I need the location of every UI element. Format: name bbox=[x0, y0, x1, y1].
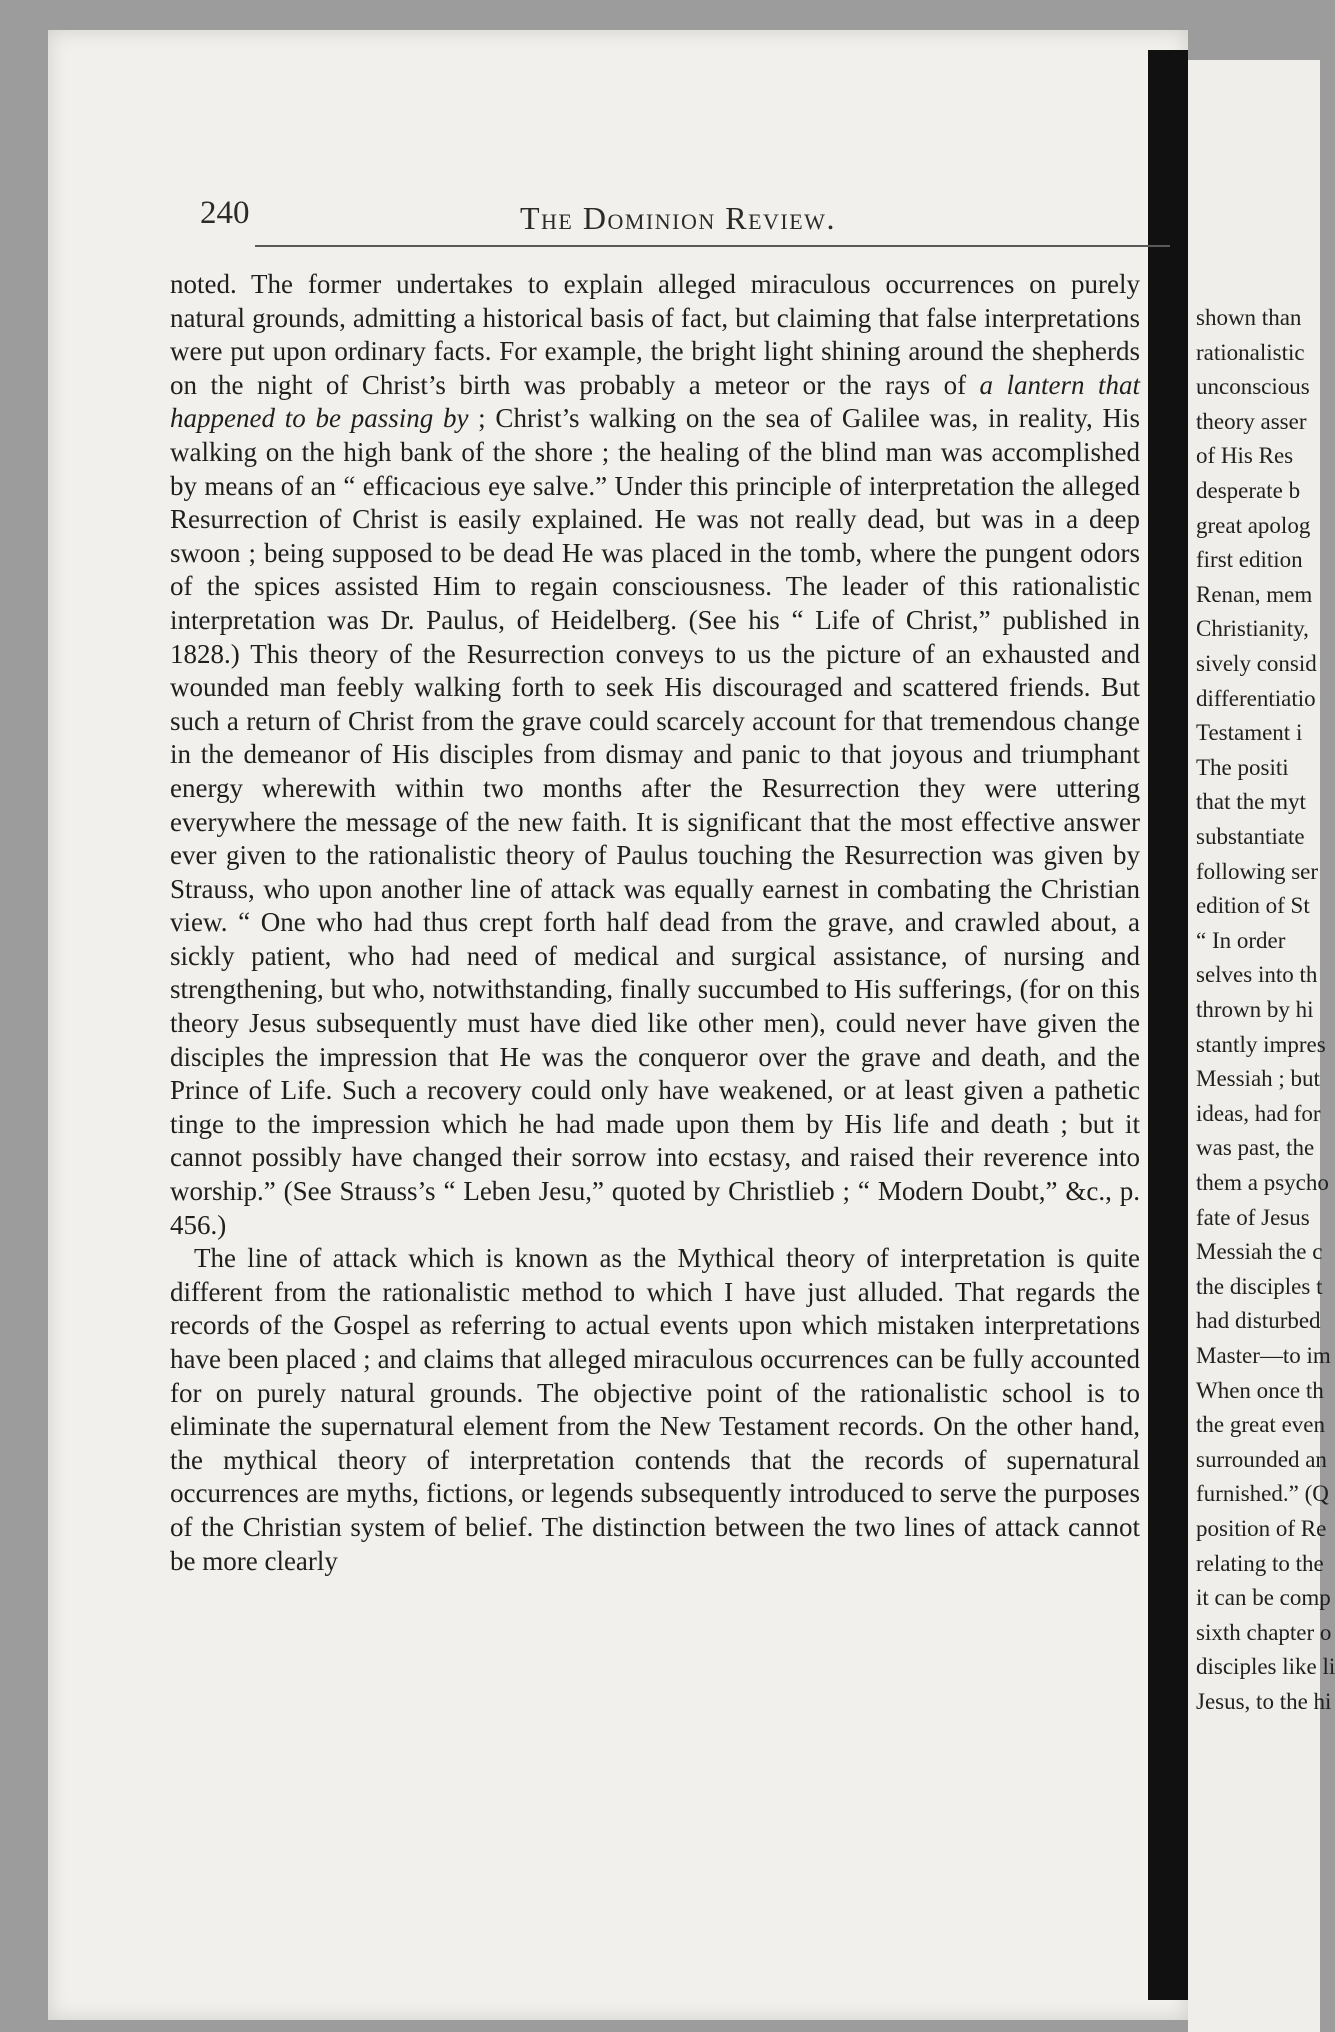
facing-page bbox=[1188, 60, 1335, 2032]
facing-page-line: rationalistic bbox=[1196, 339, 1305, 365]
facing-page-line: furnished.” (Q bbox=[1196, 1481, 1329, 1507]
facing-page-line: the disciples t bbox=[1196, 1273, 1323, 1299]
page-gutter bbox=[1148, 50, 1188, 2000]
facing-page-line: Jesus, to the hi bbox=[1196, 1689, 1332, 1714]
facing-page-line: them a psycho bbox=[1196, 1170, 1329, 1195]
facing-page-line: Testament i bbox=[1196, 720, 1303, 746]
facing-page-line: Master—to im bbox=[1196, 1343, 1331, 1368]
facing-page-line: of His Res bbox=[1196, 443, 1294, 469]
facing-page-line: it can be comp bbox=[1196, 1585, 1331, 1611]
paragraph-2: The line of attack which is known as the Mythical theory of interpretation is quite different from the rationalistic method to which I have just alluded. That regards the records of the Gospel as referring to actual events upon which mistaken interpretations have been placed ; and claims that alleged miraculous occurrences can be fully accounted for on purely natural grounds. The objective point of the rationalistic school is to eliminate the supernatural element from the New Testament records. On the other hand, the mythical theory of interpretation contends that the records of supernatural occurrences are myths, fictions, or legends subsequently introduced to serve the purposes of the Christian system of belief. The distinction between the two lines of attack cannot be more clearly bbox=[170, 1243, 1140, 1576]
facing-page-line: first edition bbox=[1196, 547, 1303, 573]
header-rule bbox=[255, 245, 1170, 247]
facing-page-line: following ser bbox=[1196, 858, 1319, 884]
facing-page-line: the great even bbox=[1196, 1412, 1325, 1438]
facing-page-line: ideas, had for bbox=[1196, 1100, 1321, 1126]
facing-page-line: substantiate bbox=[1196, 824, 1305, 849]
facing-page-line: theory asser bbox=[1196, 408, 1307, 434]
facing-page-line: sixth chapter o bbox=[1196, 1619, 1332, 1645]
paragraph-1-part-b: ; Christ’s walking on the sea of Galilee was, in reality, His walking on the high bank of the shore ; the healing of the blind man was accomplished by means of an “ efficacious eye salve.” Under this principle of interpretation the alleged Resurrection of Christ is easily explained. He was not really dead, but was in a deep swoon ; being supposed to be dead He was placed in the tomb, where the pungent odors of the spices assisted Him to regain consciousness. The leader of this rationalistic interpretation was Dr. Paulus, of Heidelberg. (See his “ Life of Christ,” published in 1828.) This theory of the Resurrection conveys to us the picture of an exhausted and wounded man feebly walking forth to seek His discouraged and scattered friends. But such a return of Christ from the grave could scarcely account for that tremendous change in the demeanor of His disciples from dismay and panic to that joyous and triumphant energy wherewith within two months after the Resurrection they were uttering everywhere the message of the new faith. It is significant that the most effective answer ever given to the rationalistic theory of Paulus touching the Resurrection was given by Strauss, who upon another line of attack was equally earnest in combating the Christian view. “ One who had thus crept forth half dead from the grave, and crawled about, a sickly patient, who had need of medical and surgical assistance, of nursing and strengthening, but who, notwithstanding, finally succumbed to His sufferings, (for on this theory Jesus subsequently must have died like other men), could never have given the disciples the impression that He was the conqueror over the grave and death, and the Prince of Life. Such a recovery could only have weakened, or at least given a pathetic tinge to the impression which he had made upon them by His life and death ; but it cannot possibly have changed their sorrow into ecstasy, and raised their reverence into worship.” (See Strauss’s “ Leben Jesu,” quoted by Christlieb ; “ Modern Doubt,” &c., p. 456.) bbox=[170, 403, 1140, 1240]
paragraph-1-part-a: noted. The former undertakes to explain alleged miraculous occurrences on purely natural grounds, admitting a historical basis of fact, but claiming that false interpretations were put upon ordinary facts. For example, the bright light shining around the shepherds on the night of Christ’s birth was probably a meteor or the rays of bbox=[170, 269, 1140, 400]
body-text bbox=[170, 268, 1140, 1578]
page-header bbox=[200, 195, 1185, 235]
facing-page-line: edition of St bbox=[1196, 893, 1310, 919]
facing-page-line: selves into th bbox=[1196, 962, 1318, 988]
facing-page-line: Messiah ; but bbox=[1196, 1066, 1320, 1092]
paragraph-1 bbox=[170, 268, 1140, 1242]
facing-page-line: surrounded an bbox=[1196, 1446, 1327, 1472]
facing-page-line: thrown by hi bbox=[1196, 997, 1314, 1022]
facing-page-line: Christianity, bbox=[1196, 616, 1309, 642]
facing-page-line: was past, the bbox=[1196, 1135, 1315, 1161]
facing-page-line: desperate b bbox=[1196, 478, 1301, 503]
facing-page-line: that the myt bbox=[1196, 789, 1306, 815]
facing-page-line: When once th bbox=[1196, 1377, 1324, 1403]
facing-page-line: stantly impres bbox=[1196, 1031, 1326, 1057]
facing-page-line: relating to the bbox=[1196, 1550, 1324, 1576]
facing-page-line: fate of Jesus bbox=[1196, 1204, 1310, 1230]
facing-page-line: unconscious bbox=[1196, 374, 1310, 400]
facing-page-line: disciples like li bbox=[1196, 1654, 1335, 1680]
facing-page-line: Messiah the c bbox=[1196, 1239, 1323, 1265]
page-number: 240 bbox=[200, 195, 250, 231]
facing-page-line: great apolog bbox=[1196, 512, 1311, 538]
facing-page-line: The positi bbox=[1196, 754, 1289, 780]
facing-page-line: differentiatio bbox=[1196, 685, 1316, 711]
paragraph-1-italic: a lantern that happened to be passing by bbox=[170, 369, 1140, 434]
facing-page-line: had disturbed bbox=[1196, 1308, 1321, 1334]
facing-page-line: Renan, mem bbox=[1196, 581, 1313, 607]
facing-page-line: “ In order bbox=[1196, 927, 1286, 953]
running-title: The Dominion Review. bbox=[520, 200, 836, 236]
facing-page-line: position of Re bbox=[1196, 1516, 1327, 1541]
facing-page-line: sively consid bbox=[1196, 651, 1317, 676]
facing-page-line: shown than bbox=[1196, 305, 1302, 330]
